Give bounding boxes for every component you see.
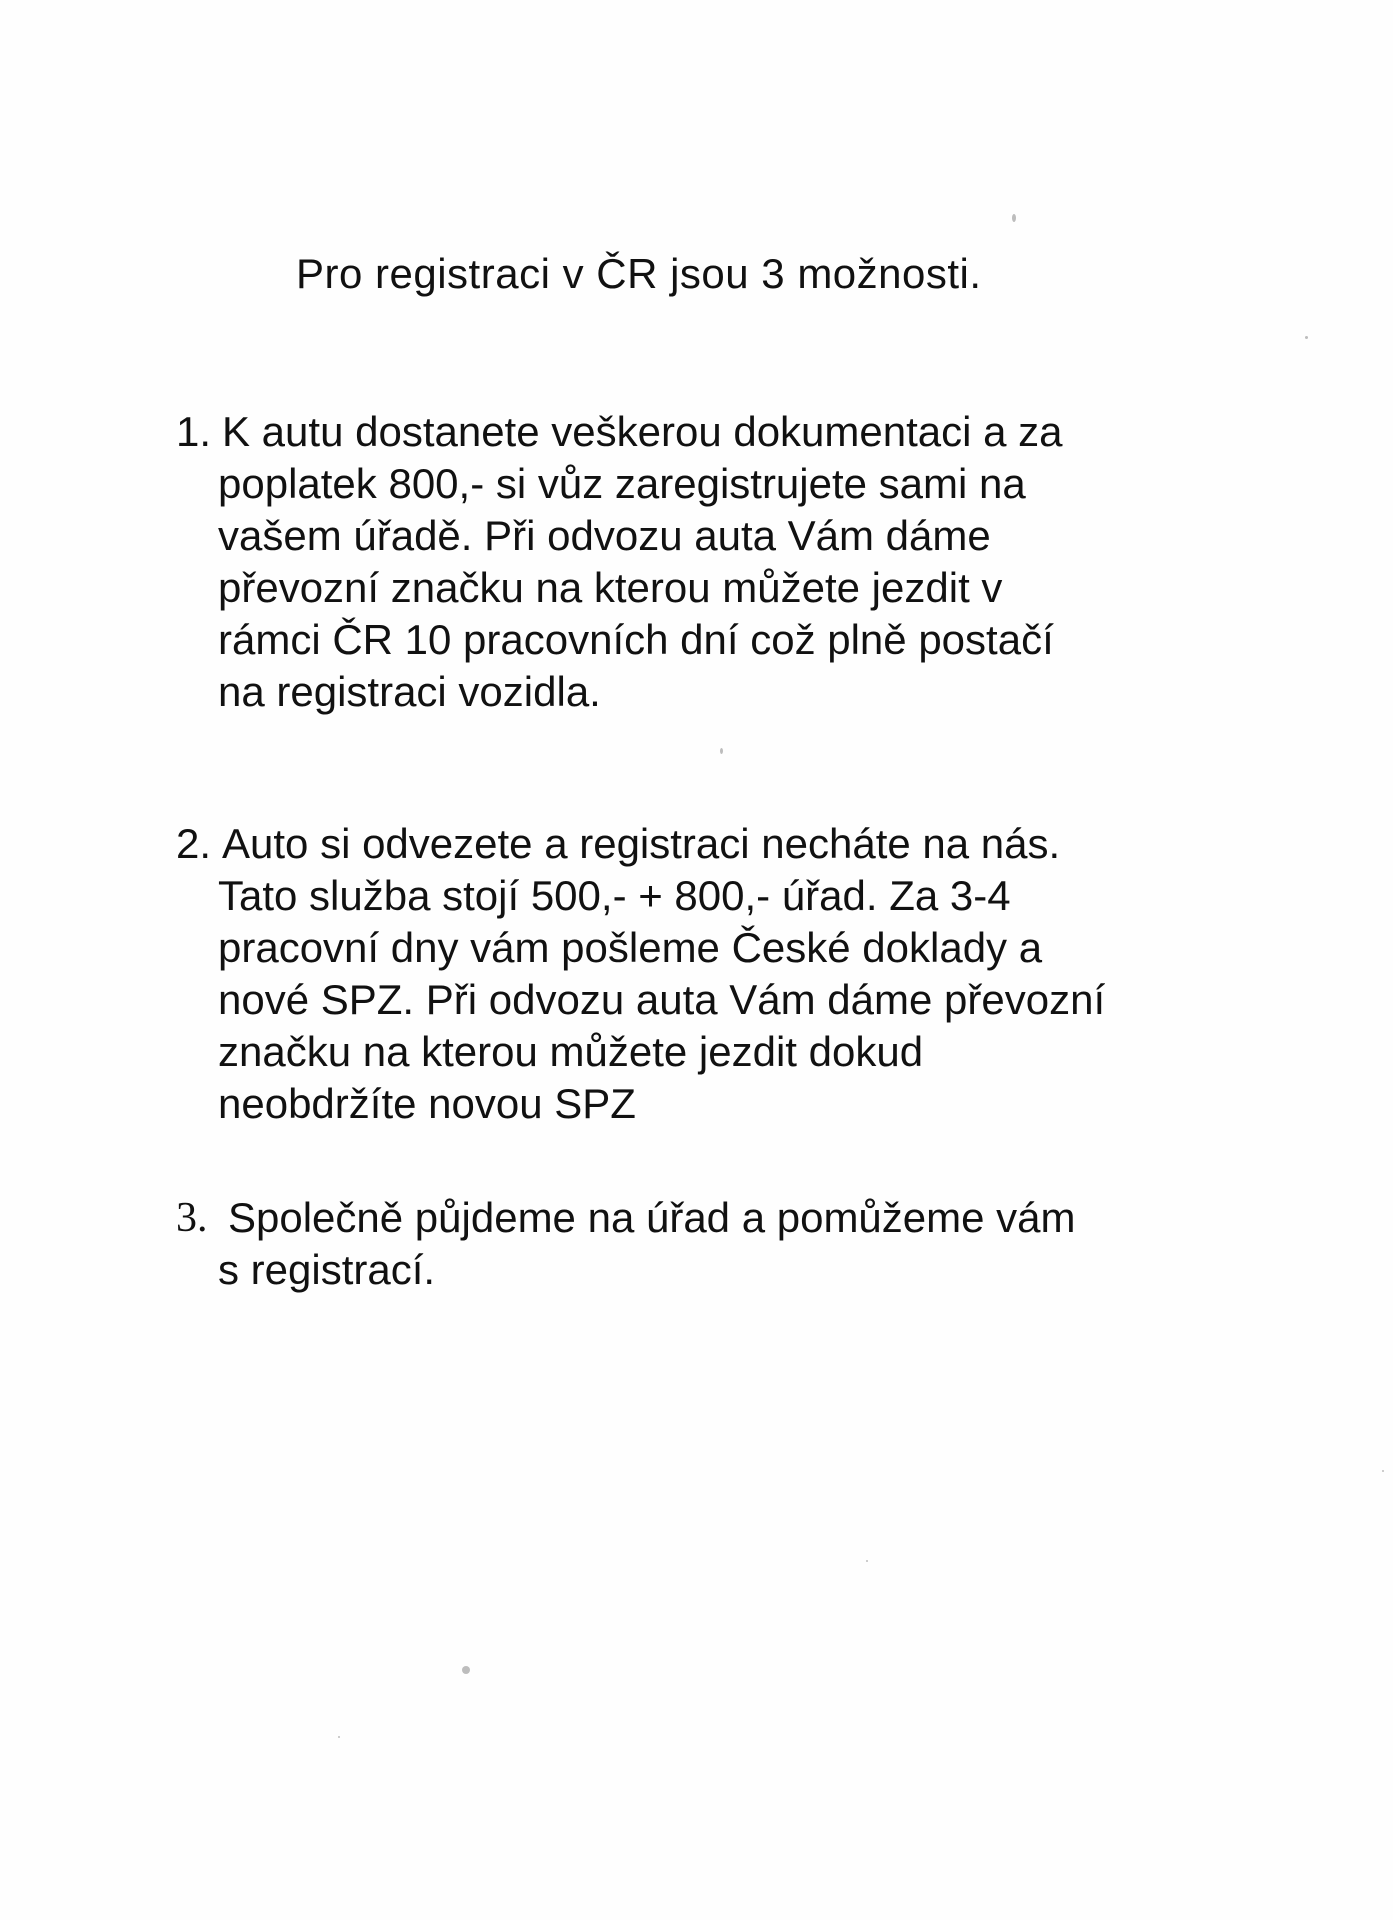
scan-speck	[338, 1736, 340, 1738]
scan-speck	[720, 748, 723, 754]
option-line: Auto si odvezete a registraci necháte na nás.	[222, 820, 1061, 867]
option-line: s registrací.	[218, 1246, 436, 1293]
option-line: pracovní dny vám pošleme České doklady a	[218, 924, 1043, 971]
scan-speck	[462, 1666, 470, 1674]
option-number: 1.	[176, 408, 212, 455]
option-line: K autu dostanete veškerou dokumentaci a za	[222, 408, 1063, 455]
option-line: vašem úřadě. Při odvozu auta Vám dáme	[218, 512, 991, 559]
option-number: 2.	[176, 820, 212, 867]
option-line: Společně půjdeme na úřad a pomůžeme vám	[228, 1194, 1076, 1241]
option-line: Tato služba stojí 500,- + 800,- úřad. Za 3-4	[218, 872, 1011, 919]
option-line: značku na kterou můžete jezdit dokud	[218, 1028, 924, 1075]
option-line: na registraci vozidla.	[218, 668, 601, 715]
option-line: poplatek 800,- si vůz zaregistrujete sami na	[218, 460, 1026, 507]
option-1	[176, 406, 1256, 718]
option-2	[176, 818, 1256, 1130]
option-3	[176, 1192, 1256, 1296]
document-heading: Pro registraci v ČR jsou 3 možnosti.	[296, 250, 982, 297]
scan-speck	[1012, 214, 1016, 222]
option-line: převozní značku na kterou můžete jezdit v	[218, 564, 1003, 611]
scan-speck	[1382, 1470, 1384, 1472]
option-number: 3.	[176, 1195, 208, 1241]
scan-speck	[866, 1560, 868, 1562]
option-line: rámci ČR 10 pracovních dní což plně postačí	[218, 616, 1054, 663]
option-line: nové SPZ. Při odvozu auta Vám dáme převozní	[218, 976, 1106, 1023]
scan-speck	[1305, 336, 1308, 339]
option-line: neobdržíte novou SPZ	[218, 1080, 636, 1127]
